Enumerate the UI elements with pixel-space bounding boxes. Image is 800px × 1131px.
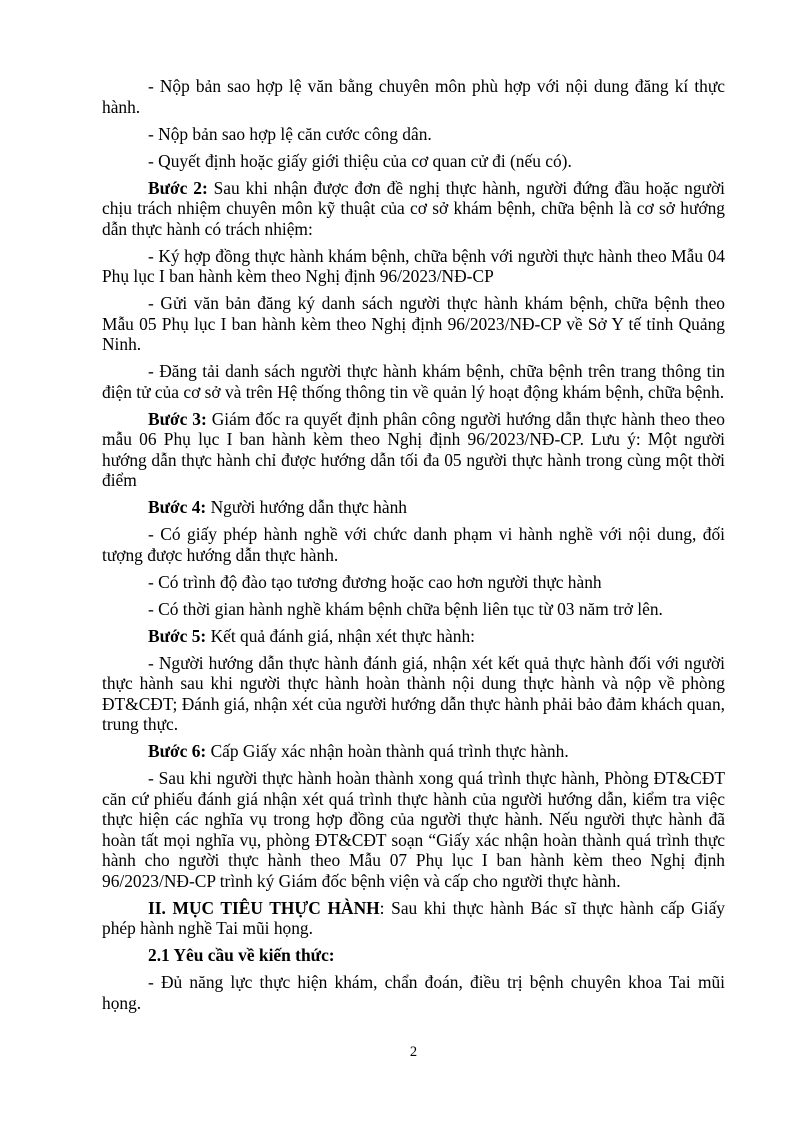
- paragraph: [102, 599, 725, 620]
- paragraph: [102, 497, 725, 518]
- paragraph-lead-bold: Bước 2:: [148, 177, 208, 198]
- paragraph: [102, 768, 725, 891]
- paragraph: [102, 246, 725, 287]
- paragraph: [102, 653, 725, 735]
- paragraph: [102, 945, 725, 966]
- paragraph-text: - Quyết định hoặc giấy giới thiệu của cơ quan cử đi (nếu có).: [148, 150, 572, 171]
- paragraph: [102, 626, 725, 647]
- paragraph-lead-bold: Bước 4:: [148, 497, 207, 517]
- page-number: 2: [409, 1044, 418, 1060]
- document-body: [102, 76, 725, 1013]
- paragraph-text: - Nộp bản sao hợp lệ văn bằng chuyên môn phù hợp với nội dung đăng kí thực hành.: [102, 76, 725, 117]
- paragraph-lead-bold: 2.1 Yêu cầu về kiến thức:: [148, 945, 335, 965]
- paragraph-text: - Có trình độ đào tạo tương đương hoặc cao hơn người thực hành: [148, 571, 602, 592]
- paragraph: [102, 361, 725, 402]
- paragraph-text: Sau khi nhận được đơn đề nghị thực hành, người đứng đầu hoặc người chịu trách nhiệm chuyên môn kỹ thuật của cơ sở khám bệnh, chữa bệnh là cơ sở hướng dẫn thực hành có trách nhiệm:: [102, 177, 725, 239]
- paragraph: [102, 572, 725, 593]
- paragraph: [102, 898, 725, 939]
- paragraph-text: - Đủ năng lực thực hiện khám, chẩn đoán, điều trị bệnh chuyên khoa Tai mũi họng.: [102, 972, 725, 1013]
- paragraph-text: Cấp Giấy xác nhận hoàn thành quá trình thực hành.: [206, 741, 569, 761]
- paragraph-text: - Ký hợp đồng thực hành khám bệnh, chữa bệnh với người thực hành theo Mẫu 04 Phụ lục I ban hành kèm theo Nghị định 96/2023/NĐ-CP: [102, 245, 725, 286]
- paragraph-text: Người hướng dẫn thực hành: [206, 497, 407, 517]
- paragraph: [102, 178, 725, 240]
- paragraph-text: Giám đốc ra quyết định phân công người hướng dẫn thực hành theo theo mẫu 06 Phụ lục I ban hành kèm theo Nghị định 96/2023/NĐ-CP. Lưu ý: Một người hướng dẫn thực hành chỉ được hướng dẫn tối đa 05 người thực hành trong cùng một thời điểm: [102, 408, 726, 490]
- paragraph-text: - Đăng tải danh sách người thực hành khám bệnh, chữa bệnh trên trang thông tin điện tử của cơ sở và trên Hệ thống thông tin về quản lý hoạt động khám bệnh, chữa bệnh.: [102, 361, 725, 402]
- paragraph-text: - Sau khi người thực hành hoàn thành xong quá trình thực hành, Phòng ĐT&CĐT căn cứ phiếu đánh giá nhận xét quá trình thực hành của người hướng dẫn, kiểm tra việc thực hiện các nghĩa vụ trong hợp đồng của người thực hành. Nếu người thực hành đã hoàn tất mọi nghĩa vụ, phòng ĐT&CĐT soạn “Giấy xác nhận hoàn thành quá trình thực hành cho người thực hành theo Mẫu 07 Phụ lục I ban hành kèm theo Nghị định 96/2023/NĐ-CP trình ký Giám đốc bệnh viện và cấp cho người thực hành.: [102, 768, 725, 891]
- paragraph: [102, 409, 725, 491]
- paragraph-text: - Có giấy phép hành nghề với chức danh phạm vi hành nghề với nội dung, đối tượng được hướng dẫn thực hành.: [102, 524, 725, 565]
- paragraph-text: - Gửi văn bản đăng ký danh sách người thực hành khám bệnh, chữa bệnh theo Mẫu 05 Phụ lục I ban hành kèm theo Nghị định 96/2023/NĐ-CP về Sở Y tế tỉnh Quảng Ninh.: [102, 293, 725, 354]
- paragraph: [102, 293, 725, 355]
- paragraph-text: Kết quả đánh giá, nhận xét thực hành:: [206, 625, 475, 646]
- paragraph-lead-bold: Bước 6:: [148, 741, 207, 761]
- paragraph-lead-bold: II. MỤC TIÊU THỰC HÀNH: [148, 897, 380, 918]
- paragraph-text: : Sau khi thực hành Bác sĩ thực hành cấp Giấy phép hành nghề Tai mũi họng.: [102, 897, 725, 938]
- paragraph: [102, 972, 725, 1013]
- paragraph-text: - Có thời gian hành nghề khám bệnh chữa bệnh liên tục từ 03 năm trở lên.: [148, 598, 663, 619]
- paragraph: [102, 151, 725, 172]
- paragraph: [102, 124, 725, 145]
- paragraph-text: - Nộp bản sao hợp lệ căn cước công dân.: [148, 123, 432, 144]
- paragraph: [102, 741, 725, 762]
- paragraph-lead-bold: Bước 5:: [148, 625, 207, 646]
- paragraph-text: - Người hướng dẫn thực hành đánh giá, nhận xét kết quả thực hành đối với người thực hành sau khi người thực hành hoàn thành nội dung thực hành và nộp về phòng ĐT&CĐT; Đánh giá, nhận xét của người hướng dẫn thực hành phải bảo đảm khách quan, trung thực.: [102, 652, 725, 734]
- paragraph: [102, 76, 725, 117]
- paragraph-lead-bold: Bước 3:: [148, 408, 207, 429]
- paragraph: [102, 524, 725, 565]
